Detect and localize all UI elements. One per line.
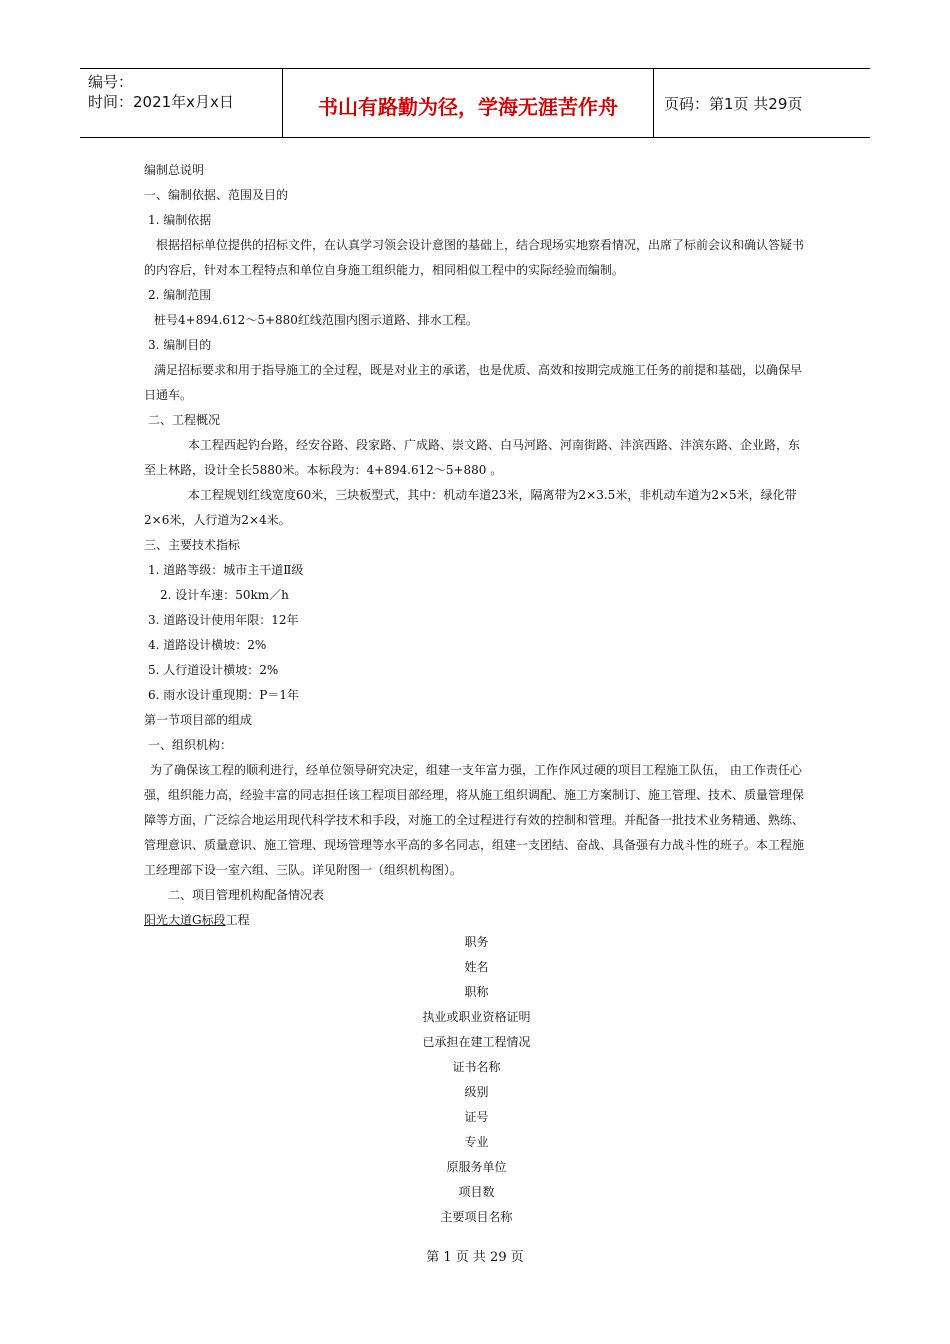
spec-item: 3. 道路设计使用年限：12年 xyxy=(148,613,299,627)
table-label: 级别 xyxy=(464,1085,489,1099)
page-header xyxy=(80,68,870,138)
table-label: 证号 xyxy=(464,1110,489,1124)
table-label: 职务 xyxy=(464,935,489,949)
section-heading: 二、项目管理机构配备情况表 xyxy=(168,888,325,902)
staffing-table xyxy=(144,930,809,1230)
spec-item: 5. 人行道设计横坡：2% xyxy=(148,663,279,677)
paragraph: 满足招标要求和用于指导施工的全过程，既是对业主的承诺，也是优质、高效和按期完成施工任务的前提和基础，以确保早日通车。 xyxy=(144,363,803,402)
spec-item: 6. 雨水设计重现期：P＝1年 xyxy=(148,688,299,702)
table-label: 项目数 xyxy=(458,1185,495,1199)
table-label: 主要项目名称 xyxy=(440,1210,513,1224)
page-footer: 第 1 页 共 29 页 xyxy=(426,1250,524,1265)
spec-item: 1. 道路等级：城市主干道Ⅱ级 xyxy=(148,563,304,577)
motto: 书山有路勤为径，学海无涯苦作舟 xyxy=(318,95,618,119)
project-name-tail: 工程 xyxy=(225,913,250,927)
date-label: 时间：2021年x月x日 xyxy=(88,93,234,111)
spec-item: 2. 设计车速：50km／h xyxy=(160,588,289,602)
paragraph: 根据招标单位提供的招标文件，在认真学习领会设计意图的基础上，结合现场实地察看情况，出席了标前会议和确认答疑书的内容后，针对本工程特点和单位自身施工组织能力，相同相似工程中的实际经验而编制。 xyxy=(144,238,805,277)
number-label: 编号： xyxy=(88,73,134,91)
table-label: 已承担在建工程情况 xyxy=(422,1035,531,1049)
paragraph: 本工程规划红线宽度60米，三块板型式，其中：机动车道23米，隔离带为2×3.5米，非机动车道为2×5米，绿化带2×6米，人行道为2×4米。 xyxy=(144,488,797,527)
section-heading: 一、编制依据、范围及目的 xyxy=(144,188,289,202)
subsection-heading: 2. 编制范围 xyxy=(148,288,212,302)
paragraph: 为了确保该工程的顺利进行，经单位领导研究决定，组建一支年富力强，工作作风过硬的项目工程施工队伍， 由工作责任心强，组织能力高，经验丰富的同志担任该工程项目部经理，将从施工组织调配、施工方案制订、施工管理、技术、质量管理保障等方面，广泛综合地运用现代科学技术和手段，对施工的全过程进行有效的控制和管理。并配备一批技术业务精通、熟练、管理意识、质量意识、施工管理、现场管理等水平高的多名同志，组建一支团结、奋战、具备强有力战斗性的班子。本工程施工经理部下设一室六组、三队。详见附图一（组织机构图）。 xyxy=(144,763,805,877)
section-heading: 一、组织机构： xyxy=(148,738,233,752)
subsection-heading: 1. 编制依据 xyxy=(148,213,212,227)
document-body xyxy=(144,158,809,933)
spec-item: 4. 道路设计横坡：2% xyxy=(148,638,267,652)
section-heading: 二、工程概况 xyxy=(148,413,221,427)
table-label: 职称 xyxy=(464,985,489,999)
doc-title: 编制总说明 xyxy=(144,163,205,177)
header-meta-cell xyxy=(80,69,283,137)
project-name-underlined: 阳光大道G标段 xyxy=(144,913,226,927)
paragraph: 桩号4+894.612～5+880红线范围内图示道路、排水工程。 xyxy=(154,313,478,327)
table-label: 原服务单位 xyxy=(446,1160,507,1174)
page-info: 页码：第1页 共29页 xyxy=(664,95,803,113)
table-label: 执业或职业资格证明 xyxy=(422,1010,531,1024)
header-motto-cell xyxy=(283,69,654,137)
table-label: 姓名 xyxy=(464,960,489,974)
table-label: 证书名称 xyxy=(452,1060,501,1074)
paragraph: 本工程西起钓台路，经安谷路、段家路、广成路、崇文路、白马河路、河南街路、沣滨西路、沣滨东路、企业路，东至上林路，设计全长5880米。本标段为：4+894.612～5+880 。 xyxy=(144,438,801,477)
chapter-heading: 第一节项目部的组成 xyxy=(144,713,253,727)
subsection-heading: 3. 编制目的 xyxy=(148,338,212,352)
section-heading: 三、主要技术指标 xyxy=(144,538,241,552)
table-label: 专业 xyxy=(464,1135,489,1149)
